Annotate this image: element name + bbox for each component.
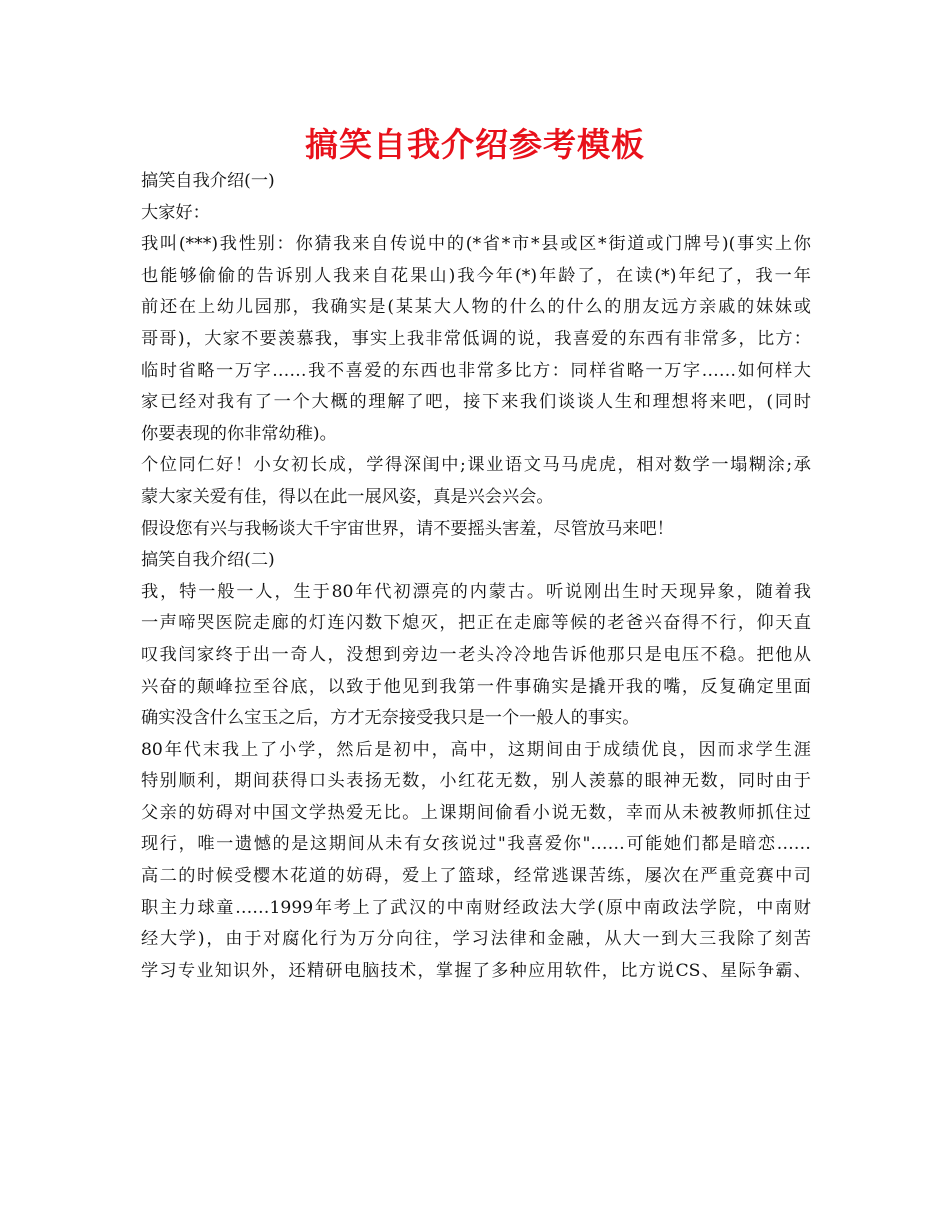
paragraph-line: 80年代末我上了小学，然后是初中，高中，这期间由于成绩优良，因而求学生涯: [141, 739, 811, 760]
paragraph-line: 哥哥)，大家不要羡慕我，事实上我非常低调的说，我喜爱的东西有非常多，比方：: [141, 328, 811, 349]
paragraph-line: 我，特一般一人，生于80年代初漂亮的内蒙古。听说刚出生时天现异象，随着我: [141, 581, 811, 602]
paragraph-line: 确实没含什么宝玉之后，方才无奈接受我只是一个一般人的事实。: [141, 708, 640, 729]
paragraph-line: 学习专业知识外，还精研电脑技术，掌握了多种应用软件，比方说CS、星际争霸、: [141, 960, 811, 981]
paragraph-line: 高二的时候受樱木花道的妨碍，爱上了篮球，经常逃课苦练，屡次在严重竞赛中司: [141, 866, 811, 887]
paragraph-line: 家已经对我有了一个大概的理解了吧，接下来我们谈谈人生和理想将来吧，(同时: [141, 392, 811, 413]
paragraph-line: 一声啼哭医院走廊的灯连闪数下熄灭，把正在走廊等候的老爸兴奋得不行，仰天直: [141, 613, 811, 634]
document-title: 搞笑自我介绍参考模板: [305, 125, 645, 164]
paragraph-line: 现行，唯一遗憾的是这期间从未有女孩说过"我喜爱你"……可能她们都是暗恋……: [141, 834, 811, 855]
paragraph-line: 特别顺利，期间获得口头表扬无数，小红花无数，别人羡慕的眼神无数，同时由于: [141, 771, 811, 792]
document-body: [141, 166, 811, 987]
paragraph-line: 父亲的妨碍对中国文学热爱无比。上课期间偷看小说无数，幸而从未被教师抓住过: [141, 802, 811, 823]
section-heading-2: 搞笑自我介绍(二): [141, 550, 275, 571]
paragraph-line: 假设您有兴与我畅谈大千宇宙世界，请不要摇头害羞，尽管放马来吧！: [141, 518, 674, 539]
paragraph-line: 你要表现的你非常幼稚)。: [141, 423, 337, 444]
section-heading-1: 搞笑自我介绍(一): [141, 171, 275, 191]
paragraph-line: 前还在上幼儿园那，我确实是(某某大人物的什么的什么的朋友远方亲戚的妹妹或: [141, 297, 811, 318]
paragraph-line: 蒙大家关爱有佳，得以在此一展风姿，真是兴会兴会。: [141, 486, 554, 507]
paragraph-line: 经大学)，由于对腐化行为万分向往，学习法律和金融，从大一到大三我除了刻苦: [141, 929, 811, 950]
paragraph-line: 也能够偷偷的告诉别人我来自花果山)我今年(*)年龄了，在读(*)年纪了，我一年: [141, 265, 811, 286]
paragraph-line: 职主力球童……1999年考上了武汉的中南财经政法大学(原中南政法学院，中南财: [141, 897, 811, 918]
paragraph-line: 个位同仁好！小女初长成，学得深闺中;课业语文马马虎虎，相对数学一塌糊涂;承: [141, 455, 811, 476]
paragraph-line: 我叫(***)我性别：你猜我来自传说中的(*省*市*县或区*街道或门牌号)(事实上你: [141, 234, 811, 255]
greeting-line: 大家好：: [141, 202, 210, 223]
paragraph-line: 兴奋的颠峰拉至谷底，以致于他见到我第一件事确实是撬开我的嘴，反复确定里面: [141, 676, 811, 697]
paragraph-line: 临时省略一万字……我不喜爱的东西也非常多比方：同样省略一万字……如何样大: [141, 360, 811, 381]
paragraph-line: 叹我闫家终于出一奇人，没想到旁边一老头冷冷地告诉他那只是电压不稳。把他从: [141, 644, 811, 665]
